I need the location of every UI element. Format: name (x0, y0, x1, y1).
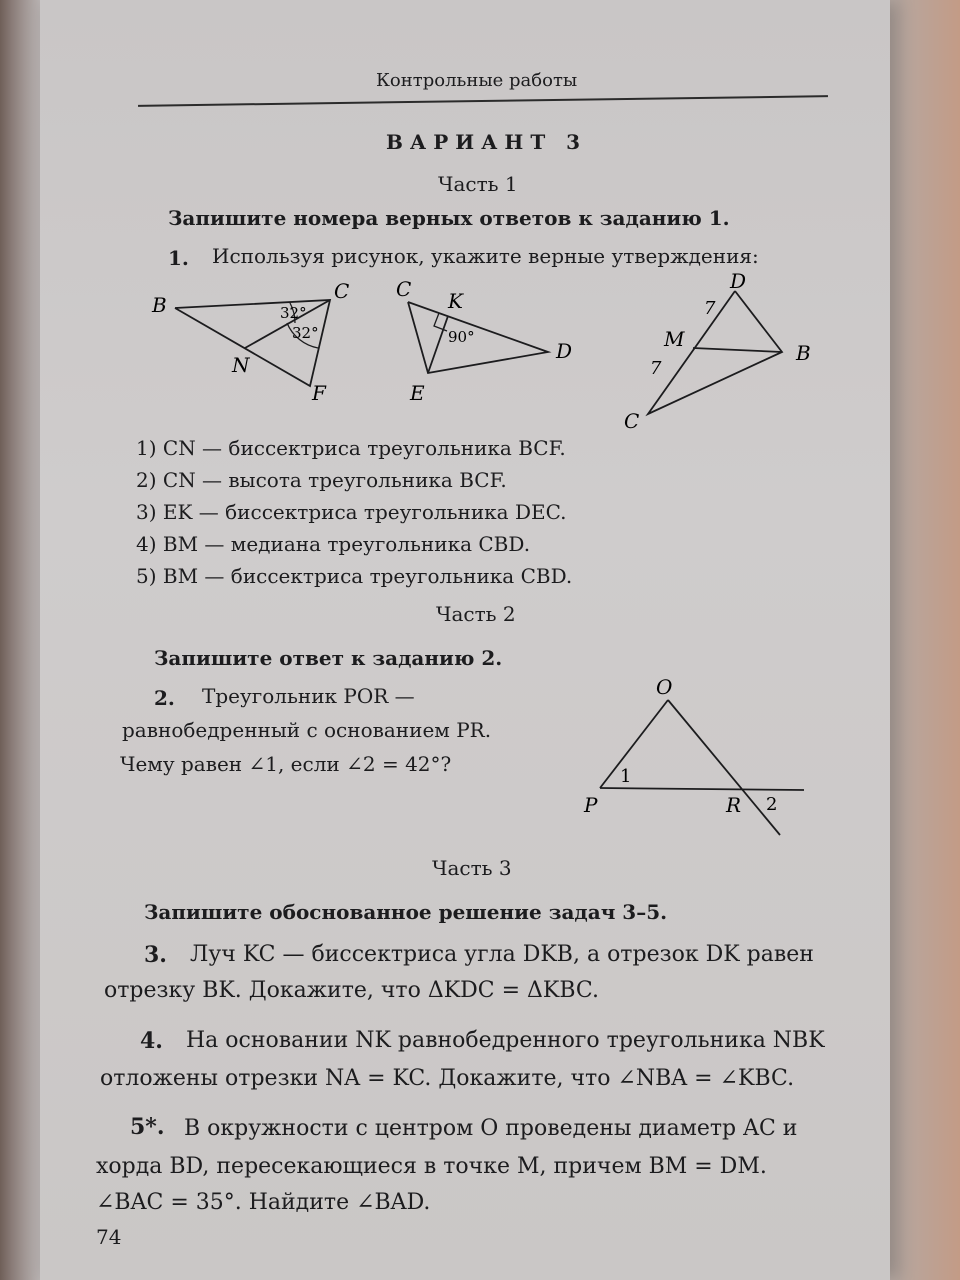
task4-number: 4. (140, 1028, 163, 1054)
figure-triangle-cbd (620, 266, 820, 436)
fig-label-o: O (656, 675, 673, 699)
fig1-label-f: F (312, 381, 326, 405)
fig1-angle-top: 32° (280, 304, 307, 322)
fig3-label-c: C (624, 409, 640, 433)
section-header: Контрольные работы (376, 70, 578, 91)
fig3-label-m: M (664, 327, 685, 351)
task1-option-2: 2) CN — высота треугольника BCF. (136, 468, 507, 492)
task1-option-4: 4) BM — медиана треугольника CBD. (136, 532, 531, 556)
fig-angle-2: 2 (766, 794, 778, 815)
fig1-angle-bottom: 32° (292, 324, 319, 342)
part1-instruction: Запишите номера верных ответов к заданию 1. (168, 206, 730, 230)
fig3-label-b: B (796, 341, 811, 365)
figure-triangle-por (570, 670, 840, 850)
part1-title: Часть 1 (438, 172, 518, 196)
task1-option-1: 1) CN — биссектриса треугольника BCF. (136, 436, 566, 460)
segment-ek (428, 316, 448, 373)
part2-instruction: Запишите ответ к заданию 2. (154, 646, 503, 670)
task5-number: 5*. (130, 1114, 165, 1140)
task2-line-2: равнобедренный с основанием PR. (122, 718, 492, 742)
variant-title: ВАРИАНТ 3 (386, 130, 588, 154)
fig1-label-b: B (152, 293, 167, 317)
part3-instruction: Запишите обоснованное решение задач 3–5. (144, 900, 668, 924)
fig1-label-c: C (334, 279, 350, 303)
task1-number: 1. (168, 246, 189, 270)
fig3-len-bottom: 7 (650, 358, 662, 379)
page-number: 74 (96, 1225, 122, 1249)
task3-line-1: Луч KC — биссектриса угла DKB, а отрезок DK равен (190, 942, 814, 967)
side-or-extended (668, 700, 780, 835)
task5-line-3: ∠BAC = 35°. Найдите ∠BAD. (96, 1190, 431, 1215)
figure-triangle-bcf (140, 278, 370, 408)
segment-bm (693, 348, 782, 352)
task3-line-2: отрезку BK. Докажите, что ΔKDC = ΔKBC. (104, 978, 599, 1003)
task2-number: 2. (154, 686, 175, 710)
task5-line-1: В окружности с центром O проведены диаметр AC и (184, 1116, 798, 1141)
fig-label-r: R (726, 793, 742, 817)
task3-number: 3. (144, 942, 167, 968)
task2-line-1: Треугольник POR — (202, 684, 415, 708)
fig3-label-d: D (730, 269, 747, 293)
task1-option-3: 3) EK — биссектриса треугольника DEC. (136, 500, 567, 524)
fig2-label-e: E (410, 381, 425, 405)
fig3-len-top: 7 (704, 298, 716, 319)
triangle-ced (408, 302, 548, 373)
fig-label-p: P (584, 793, 598, 817)
figure-triangle-ced (390, 278, 590, 408)
fig2-label-c: C (396, 278, 412, 301)
part3-title: Часть 3 (432, 856, 512, 880)
fig2-label-k: K (448, 289, 463, 313)
side-po (600, 700, 668, 788)
task1-text: Используя рисунок, укажите верные утверждения: (212, 244, 759, 268)
task5-line-2: хорда BD, пересекающиеся в точке M, причем BM = DM. (96, 1154, 767, 1179)
task4-line-1: На основании NK равнобедренного треугольника NBK (186, 1028, 825, 1053)
fig2-label-d: D (556, 339, 573, 363)
base-pr-extended (600, 788, 804, 790)
task4-line-2: отложены отрезки NA = KC. Докажите, что ∠NBA = ∠KBC. (100, 1066, 795, 1091)
task2-line-3: Чему равен ∠1, если ∠2 = 42°? (120, 752, 452, 776)
fig1-label-n: N (232, 353, 250, 377)
fig2-angle: 90° (448, 328, 475, 346)
part2-title: Часть 2 (436, 602, 516, 626)
task1-option-5: 5) BM — биссектриса треугольника CBD. (136, 564, 573, 588)
fig-angle-1: 1 (620, 766, 632, 787)
